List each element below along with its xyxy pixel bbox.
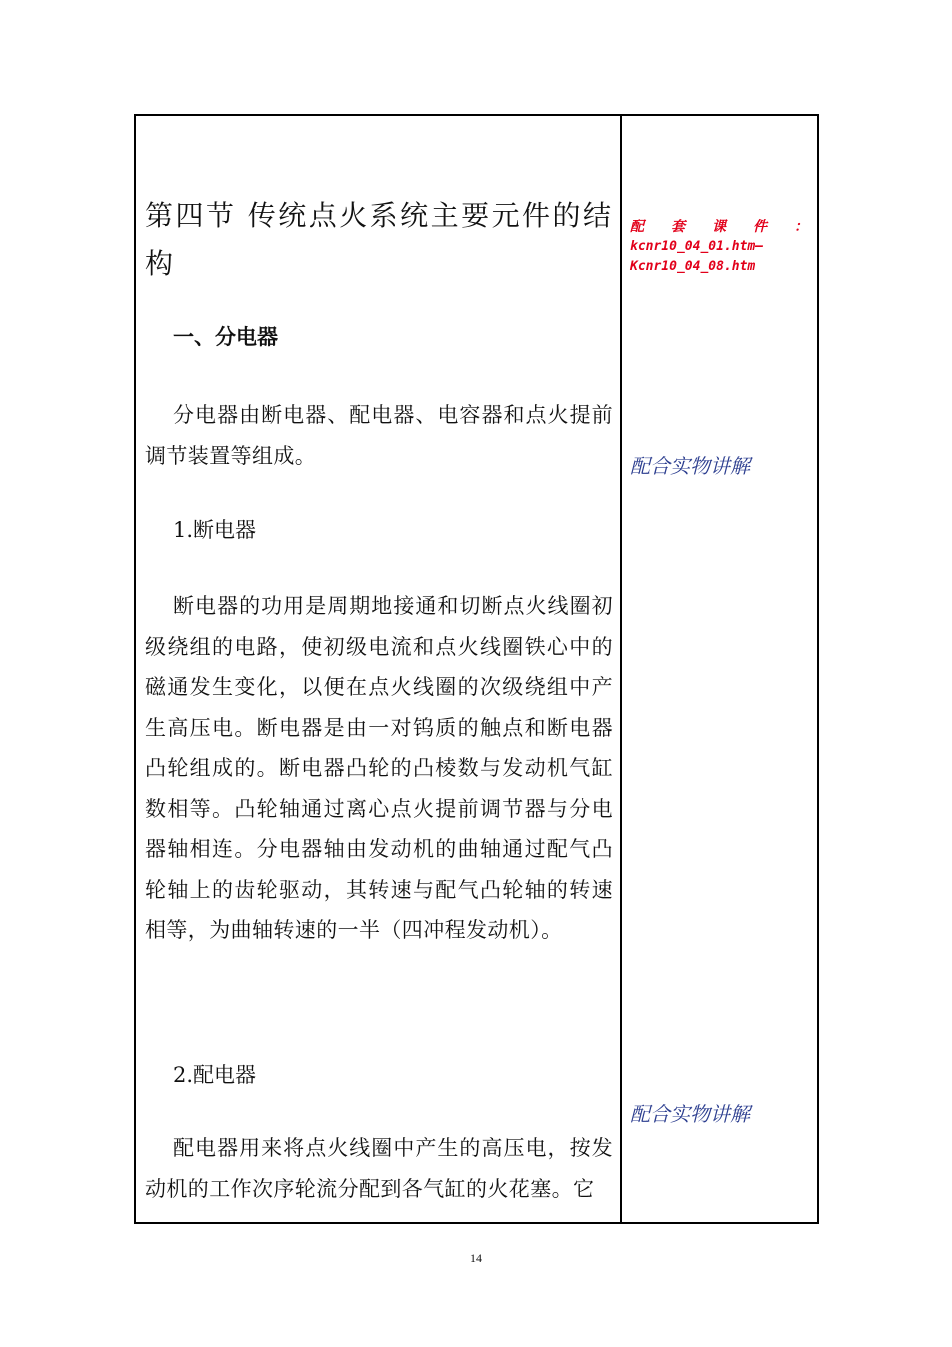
side-notes-column	[630, 114, 810, 1220]
courseware-label-char: 课	[712, 219, 726, 235]
section-title: 第四节 传统点火系统主要元件的结构	[145, 199, 613, 280]
item-title-distributor: 2.配电器	[173, 1063, 257, 1087]
breaker-paragraph: 断电器的功用是周期地接通和切断点火线圈初级绕组的电路，使初级电流和点火线圈铁心中的磁通发生变化，以便在点火线圈的次级绕组中产生高压电。断电器是由一对钨质的触点和断电器凸轮组成的。断电器凸轮的凸棱数与发动机气缸数相等。凸轮轴通过离心点火提前调节器与分电器轴相连。分电器轴由发动机的曲轴通过配气凸轮轴上的齿轮驱动，其转速与配气凸轮轴的转速相等，为曲轴转速的一半（四冲程发动机）。	[145, 594, 613, 942]
teaching-note-2: 配合实物讲解	[630, 1102, 750, 1126]
subsection-title: 一、分电器	[173, 325, 278, 349]
courseware-label-char: ：	[794, 219, 808, 235]
courseware-file-end: Kcnr10_04_08.htm	[630, 259, 756, 274]
courseware-file-start: kcnr10_04_01.htm—	[630, 239, 764, 254]
distributor-paragraph: 配电器用来将点火线圈中产生的高压电，按发动机的工作次序轮流分配到各气缸的火花塞。它	[145, 1136, 613, 1201]
teaching-note-1: 配合实物讲解	[630, 454, 750, 478]
courseware-label-char: 配	[630, 219, 644, 235]
item-title-breaker: 1.断电器	[173, 518, 257, 542]
page-number: 14	[470, 1251, 482, 1265]
courseware-reference	[630, 217, 808, 277]
courseware-label-char: 套	[671, 219, 685, 235]
courseware-label-char: 件	[753, 219, 767, 235]
courseware-label	[630, 217, 808, 237]
main-column	[145, 114, 613, 1220]
intro-paragraph: 分电器由断电器、配电器、电容器和点火提前调节装置等组成。	[145, 403, 613, 468]
column-divider	[620, 114, 622, 1224]
